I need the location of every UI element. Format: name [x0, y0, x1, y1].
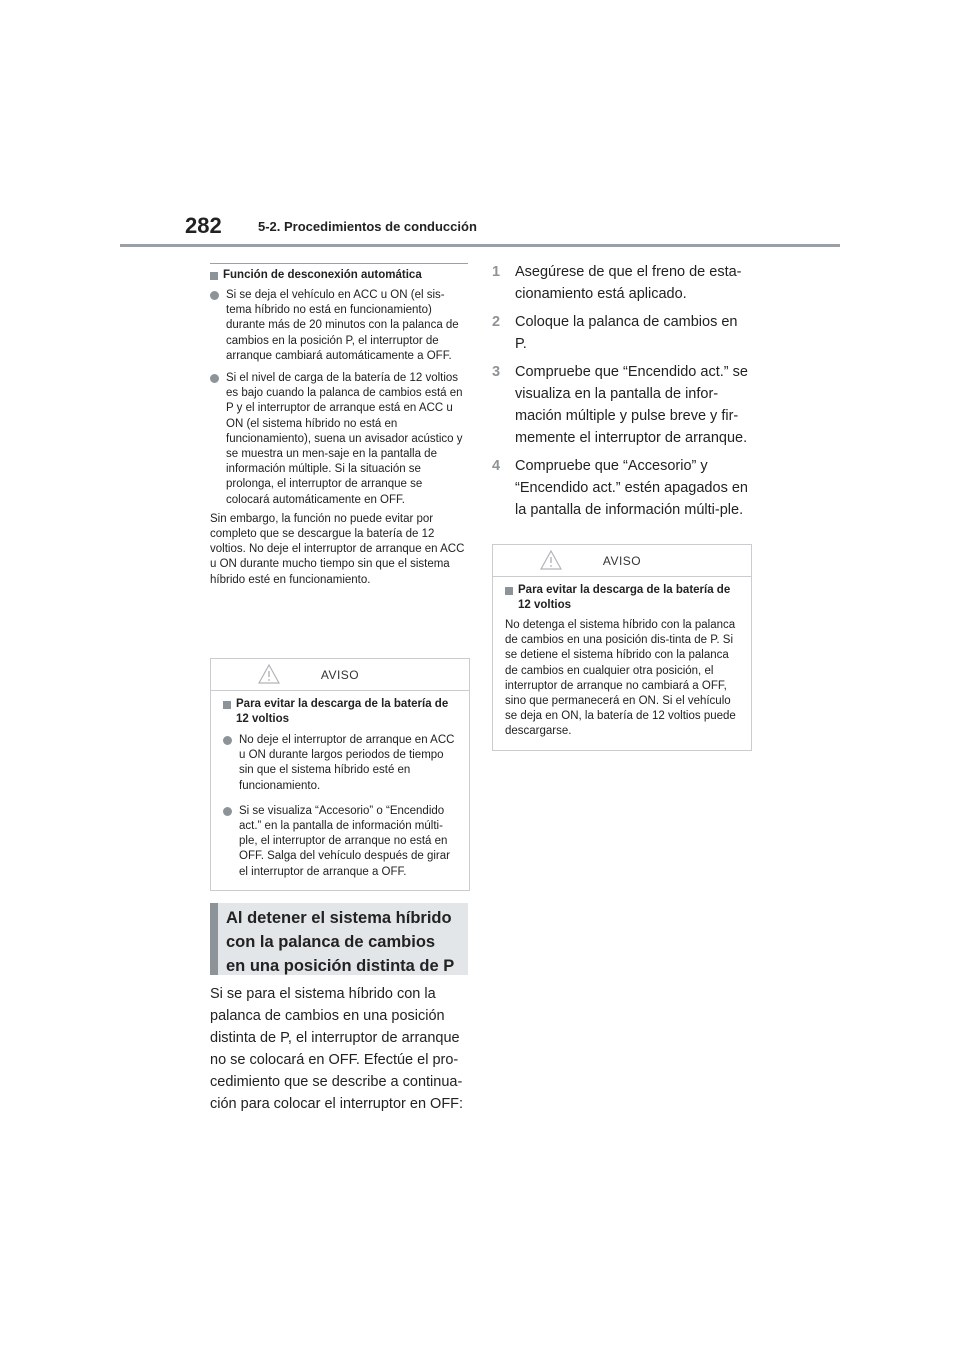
dot-bullet-icon	[223, 807, 232, 816]
warning-triangle-icon	[540, 550, 562, 570]
step-item	[492, 455, 750, 521]
dot-bullet-icon	[223, 736, 232, 745]
page-number: 282	[185, 213, 222, 238]
bullet-item: Si el nivel de carga de la batería de 12 voltios es bajo cuando la palanca de cambios está en P y el interruptor de arranque está en ACC u ON (el sistema híbrido no está en funcionamiento), suena un avisador acústico y se muestra un men-saje en la pantalla de información múltiple. Si la situación se prolonga, el interruptor de arranque se colocará automáticamente en OFF.	[210, 371, 468, 508]
step-number: 2	[492, 314, 501, 330]
square-bullet-icon	[505, 587, 513, 595]
procedure-intro: Si se para el sistema híbrido con la palanca de cambios en una posición distinta de P, el interruptor de arranque no se colocará en OFF. Efectúe el pro-cedimiento que se describe a continua-ción para colocar el interruptor en OFF:	[210, 986, 464, 1112]
section-title: 5-2. Procedimientos de conducción	[258, 219, 477, 234]
notice-box-right	[492, 544, 752, 751]
notice-title: AVISO	[602, 553, 642, 568]
note-paragraph: Sin embargo, la función no puede evitar por completo que se descargue la batería de 12 voltios. No deje el interruptor de arranque en ACC u ON durante mucho tiempo sin que el sistema híbrido esté en funcionamiento.	[210, 512, 465, 586]
step-item	[492, 311, 750, 355]
step-number: 1	[492, 264, 501, 280]
bullet-item: Si se deja el vehículo en ACC u ON (el sis-tema híbrido no está en funcionamiento) durante más de 20 minutos con la palanca de cambios en la posición P, el interruptor de arranque cambiará automáticamente a OFF.	[210, 288, 468, 364]
notice-bullet: No deje el interruptor de arranque en ACC u ON durante largos periodos de tiempo sin que el sistema híbrido esté en funcionamiento.	[223, 733, 455, 794]
square-bullet-icon	[223, 701, 231, 709]
step-text: Compruebe que “Accesorio” y “Encendido act.” estén apagados en la pantalla de información múlti-ple.	[515, 458, 748, 518]
right-column	[492, 257, 750, 521]
notice-subheading: Para evitar la descarga de la batería de 12 voltios	[223, 697, 455, 726]
step-item	[492, 261, 750, 305]
notice-header	[211, 659, 469, 691]
notice-header	[493, 545, 751, 577]
step-text: Asegúrese de que el freno de esta-cionamiento está aplicado.	[515, 264, 742, 302]
warning-triangle-icon	[258, 664, 280, 684]
auto-off-subheading: Función de desconexión automática	[210, 263, 468, 281]
step-text: Coloque la palanca de cambios en P.	[515, 314, 738, 352]
dot-bullet-icon	[210, 291, 219, 300]
step-text: Compruebe que “Encendido act.” se visualiza en la pantalla de infor-mación múltiple y pulse breve y fir-memente el interruptor de arranque.	[515, 364, 748, 446]
step-number: 4	[492, 458, 501, 474]
notice-title: AVISO	[320, 667, 360, 682]
step-item	[492, 361, 750, 449]
step-number: 3	[492, 364, 501, 380]
notice-box-left	[210, 658, 470, 891]
notice-bullet: Si se visualiza “Accesorio” o “Encendido act.” en la pantalla de información múlti-ple, el interruptor de arranque no está en OFF. Salga del vehículo después de girar el interruptor de arranque a OFF.	[223, 804, 455, 880]
notice-text: No detenga el sistema híbrido con la palanca de cambios en una posición dis-tinta de P. Si se detiene el sistema híbrido con la palanca de cambios en cualquier otra posición, el interruptor de arranque no cambiará a OFF, sino que permanecerá en ON. Si el vehículo se deja en ON, la batería de 12 voltios puede descargarse.	[505, 619, 736, 738]
left-column	[210, 263, 468, 588]
notice-subheading: Para evitar la descarga de la batería de 12 voltios	[505, 583, 737, 612]
header-divider	[120, 244, 840, 247]
dot-bullet-icon	[210, 374, 219, 383]
section-heading: Al detener el sistema híbrido con la palanca de cambios en una posición distinta de P	[210, 903, 468, 975]
square-bullet-icon	[210, 272, 218, 280]
